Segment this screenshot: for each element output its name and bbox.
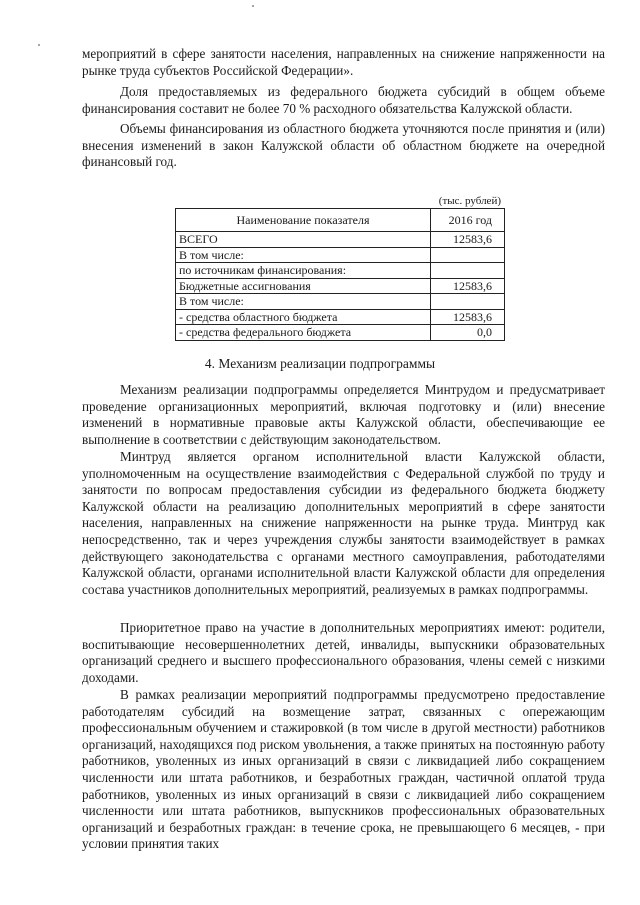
row-name: - средства областного бюджета bbox=[176, 309, 431, 325]
row-name: В том числе: bbox=[176, 294, 431, 310]
paragraph-mechanism: Механизм реализации подпрограммы определяется Минтрудом и предусматривает проведение организационных мероприятий, включая подготовку и (или) внесение изменений в нормативные правовые акты Калужской области, обеспечивающие ее выполнение в соответствии с действующим законодательством. bbox=[82, 382, 605, 447]
header-year: 2016 год bbox=[431, 209, 505, 232]
paragraph-employer-subsidies: В рамках реализации мероприятий подпрограммы предусмотрено предоставление работодателям субсидий на возмещение затрат, связанных с опережающим профессиональным обучением и стажировкой (в том числе в другой местности) работников организаций, находящихся под риском увольнения, а также принятых на постоянную работу работников, уволенных из иных организаций в связи с ликвидацией либо сокращением численности или штата работников, и безработных граждан, частичной оплатой труда работников, уволенных из иных организаций в связи с ликвидацией либо сокращением численности или штата работников, выпускников профессиональных образовательных организаций и безработных граждан: в течение срока, не превышающего 6 месяцев, - при условии принятия таких bbox=[82, 687, 605, 852]
paragraph-mintrud-role: Минтруд является органом исполнительной власти Калужской области, уполномоченным на осуществление взаимодействия с Федеральной службой по труду и занятости по вопросам предоставления субсидии из федерального бюджета бюджету Калужской области на реализацию дополнительных мероприятий в сфере занятости населения, направленных на снижение напряженности на рынке труда. Минтруд как непосредственно, так и через учреждения службы занятости взаимодействует в рамках действующего законодательства с органами местного самоуправления, работодателями Калужской области, органами исполнительной власти Калужской области для определения состава участников дополнительных мероприятий, реализуемых в рамках подпрограммы. bbox=[82, 449, 605, 597]
row-value: 0,0 bbox=[431, 325, 505, 341]
row-value: 12583,6 bbox=[431, 309, 505, 325]
row-value: 12583,6 bbox=[431, 232, 505, 248]
table-row bbox=[176, 263, 505, 279]
table-header-row bbox=[176, 209, 505, 232]
table-row bbox=[176, 294, 505, 310]
row-value: 12583,6 bbox=[431, 278, 505, 294]
table-row bbox=[176, 278, 505, 294]
financing-table-block bbox=[175, 195, 505, 341]
row-name: В том числе: bbox=[176, 247, 431, 263]
table-row bbox=[176, 247, 505, 263]
row-value bbox=[431, 247, 505, 263]
table-units-label: (тыс. рублей) bbox=[438, 195, 501, 207]
financing-table bbox=[175, 208, 505, 341]
table-row bbox=[176, 232, 505, 248]
paragraph-continuation: мероприятий в сфере занятости населения, направленных на снижение напряженности на рынке труда субъектов Российской Федерации». bbox=[82, 46, 605, 78]
paragraph-financing-volumes: Объемы финансирования из областного бюджета уточняются после принятия и (или) внесения изменений в закон Калужской области об областном бюджете на очередной финансовый год. bbox=[82, 121, 605, 170]
row-name: - средства федерального бюджета bbox=[176, 325, 431, 341]
row-value bbox=[431, 263, 505, 279]
section-heading: 4. Механизм реализации подпрограммы bbox=[204, 356, 436, 371]
scan-speck bbox=[252, 5, 254, 7]
row-name: Бюджетные ассигнования bbox=[176, 278, 431, 294]
table-row bbox=[176, 325, 505, 341]
row-name: ВСЕГО bbox=[176, 232, 431, 248]
paragraph-subsidy-share: Доля предоставляемых из федерального бюджета субсидий в общем объеме финансирования составит не более 70 % расходного обязательства Калужской области. bbox=[82, 84, 605, 116]
header-indicator-name: Наименование показателя bbox=[176, 209, 431, 232]
row-value bbox=[431, 294, 505, 310]
paragraph-priority-right: Приоритетное право на участие в дополнительных мероприятиях имеют: родители, воспитывающие несовершеннолетних детей, инвалиды, выпускники образовательных организаций среднего и высшего профессионального образования, члены семей с низкими доходами. bbox=[82, 620, 605, 685]
scan-speck bbox=[38, 44, 40, 46]
table-row bbox=[176, 309, 505, 325]
row-name: по источникам финансирования: bbox=[176, 263, 431, 279]
